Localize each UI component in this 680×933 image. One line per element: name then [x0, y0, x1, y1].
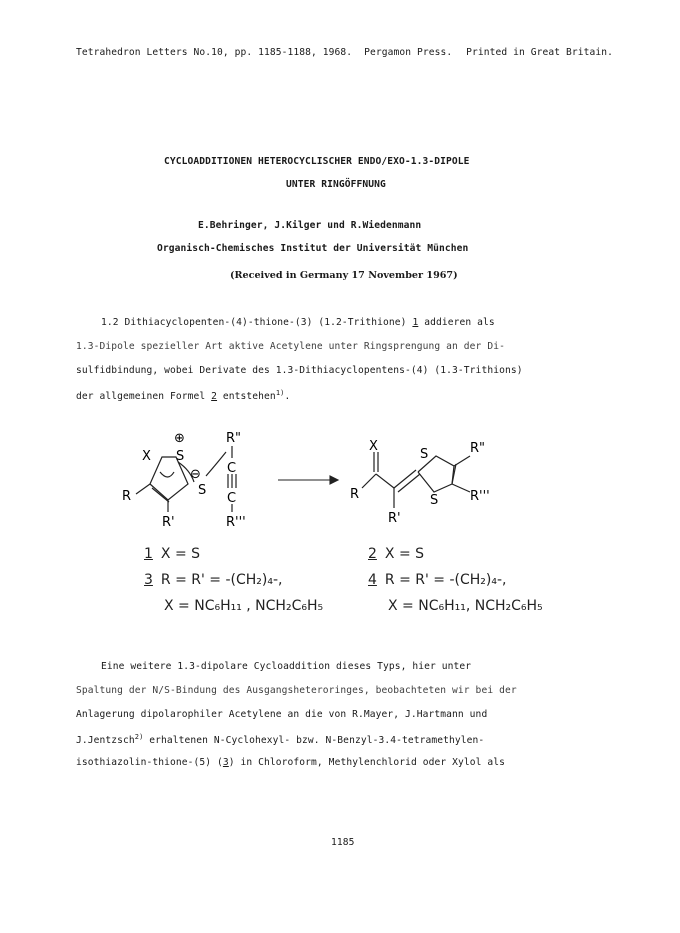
footnote-ref-2: 2)	[134, 733, 144, 741]
para1-line-1-pre: 1.2 Dithiacyclopenten-(4)-thione-(3) (1.2-Trithione)	[101, 317, 413, 328]
footnote-ref-1: 1)	[275, 389, 285, 397]
para1-line-4-post: entstehen	[217, 391, 276, 403]
left-atom-s-ring: S	[198, 483, 207, 498]
compound-2-label	[368, 546, 424, 562]
right-r-prime: R'	[388, 511, 401, 526]
right-atom-x: X	[369, 439, 378, 454]
product-structure	[362, 452, 470, 508]
right-r-double-prime: R"	[470, 441, 486, 456]
product-bond-r-double-prime	[454, 456, 470, 466]
product-chain-1	[376, 474, 394, 488]
compound-4-text: R = R' = -(CH₂)₄-,	[384, 572, 507, 588]
authors: E.Behringer, J.Kilger und R.Wiedenmann	[198, 220, 422, 231]
para2-line-4-post: erhaltenen N-Cyclohexyl- bzw. N-Benzyl-3.4-tetramethylen-	[143, 735, 485, 747]
received-date: (Received in Germany 17 November 1967)	[230, 270, 458, 281]
left-charge-plus: ⊕	[174, 431, 185, 446]
compound-ref-1: 1	[412, 317, 419, 328]
para1-line-4-end: .	[284, 391, 291, 403]
para2-line-5	[76, 757, 505, 768]
compound-4-x: X = NC₆H₁₁, NCH₂C₆H₅	[388, 598, 543, 614]
compound-ref-2: 2	[211, 391, 218, 403]
para2-line-2: Spaltung der N/S-Bindung des Ausgangsheteroringes, beobachteten wir bei der	[76, 685, 517, 696]
compound-1-text: X = S	[160, 546, 201, 562]
para1-line-1	[101, 317, 495, 328]
compound-ref-3: 3	[222, 757, 229, 768]
reaction-scheme	[118, 412, 558, 642]
para1-line-1-post: addieren als	[418, 317, 495, 328]
para2-line-4-pre: J.Jentzsch	[76, 735, 135, 747]
left-r-double-prime: R"	[226, 431, 242, 446]
para1-line-4-pre: der allgemeinen Formel	[76, 391, 212, 403]
reaction-arrow	[278, 476, 338, 484]
left-r-prime: R'	[162, 515, 175, 530]
compound-2-text: X = S	[384, 546, 425, 562]
left-charge-minus: ⊖	[190, 467, 201, 482]
curved-arrow-3	[206, 452, 226, 476]
para2-line-3: Anlagerung dipolarophiler Acetylene an die von R.Mayer, J.Hartmann und	[76, 709, 488, 720]
para1-line-3: sulfidbindung, wobei Derivate des 1.3-Dithiacyclopentens-(4) (1.3-Trithions)	[76, 365, 523, 376]
product-ylidene-a	[394, 470, 416, 488]
left-r: R	[122, 489, 132, 504]
running-header	[76, 47, 613, 58]
left-atom-s-top: S	[176, 449, 185, 464]
compound-3-text: R = R' = -(CH₂)₄-,	[160, 572, 283, 588]
compound-1-label	[144, 546, 200, 562]
compound-3-x: X = NC₆H₁₁ , NCH₂C₆H₅	[164, 598, 324, 614]
compound-3-label	[144, 572, 283, 588]
trithione-structure	[136, 446, 236, 512]
printed-in: Printed in Great Britain.	[466, 47, 613, 58]
para1-line-4	[76, 389, 290, 402]
right-atom-s-top: S	[420, 447, 429, 462]
ring-double-bond	[152, 488, 169, 502]
compound-2-number: 2	[368, 546, 377, 562]
journal-citation: Tetrahedron Letters No.10, pp. 1185-1188, 1968.	[76, 47, 353, 58]
right-r: R	[350, 487, 360, 502]
right-r-triple-prime: R'''	[470, 489, 490, 504]
para2-line-1: Eine weitere 1.3-dipolare Cycloaddition dieses Typs, hier unter	[101, 661, 472, 672]
left-alkyne-c1: C	[227, 461, 237, 476]
compound-4-number: 4	[368, 572, 377, 588]
title-line-2: UNTER RINGÖFFNUNG	[286, 179, 386, 190]
bond-r	[136, 484, 150, 494]
product-ylidene-b	[398, 474, 420, 492]
institution: Organisch-Chemisches Institut der Universität München	[157, 243, 469, 254]
left-alkyne-c2: C	[227, 491, 237, 506]
publisher: Pergamon Press.	[364, 47, 453, 58]
left-atom-x: X	[142, 449, 151, 464]
para2-line-5-pre: isothiazolin-thione-(5) (	[76, 757, 223, 768]
right-atom-s-bottom: S	[430, 493, 439, 508]
para2-line-4	[76, 733, 484, 746]
left-r-triple-prime: R'''	[226, 515, 246, 530]
curved-arrow-1	[160, 472, 174, 477]
compound-4-label	[368, 572, 507, 588]
page-number: 1185	[331, 837, 355, 848]
para1-line-2: 1.3-Dipole spezieller Art aktive Acetylene unter Ringsprengung an der Di-	[76, 341, 505, 352]
para2-line-5-post: ) in Chloroform, Methylenchlorid oder Xylol als	[228, 757, 505, 768]
product-bond-r	[362, 474, 376, 488]
compound-3-number: 3	[144, 572, 153, 588]
product-bond-r-triple-prime	[452, 484, 470, 492]
compound-1-number: 1	[144, 546, 153, 562]
title-line-1: CYCLOADDITIONEN HETEROCYCLISCHER ENDO/EXO-1.3-DIPOLE	[164, 156, 470, 167]
